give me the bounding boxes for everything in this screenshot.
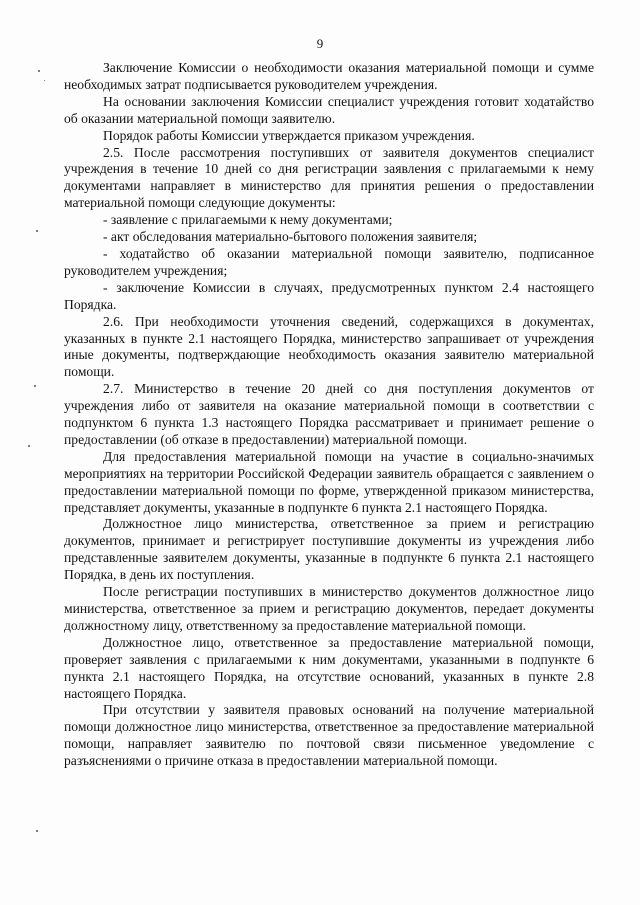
scan-speck	[44, 80, 45, 81]
list-item-commission-conclusion: - заключение Комиссии в случаях, предусмотренных пунктом 2.4 настоящего Порядка.	[64, 279, 594, 312]
scan-speck	[34, 385, 36, 387]
paragraph-registration: Должностное лицо министерства, ответственное за прием и регистрацию документов, принимает и регистрирует поступившие документы из учреждения либо представленные заявителем документы, указанные в подпункте 6 пункта 2.1 настоящего Порядка, в день их поступления.	[64, 516, 594, 583]
paragraph-2-5: 2.5. После рассмотрения поступивших от заявителя документов специалист учреждения в течение 10 дней со дня регистрации заявления с прилагаемыми к нему документами направляет в министерство для принятия решения о предоставлении материальной помощи следующие документы:	[64, 144, 594, 211]
list-item-application: - заявление с прилагаемыми к нему документами;	[103, 212, 393, 228]
page-number: 9	[316, 36, 324, 51]
paragraph-verification: Должностное лицо, ответственное за предоставление материальной помощи, проверяет заявления с прилагаемыми к ним документами, указанными в подпункте 6 пункта 2.1 настоящего Порядка, на отсутствие оснований, указанных в пункте 2.8 настоящего Порядка.	[64, 634, 594, 701]
scan-speck	[28, 445, 30, 447]
scan-speck	[38, 70, 40, 72]
paragraph-commission-conclusion: Заключение Комиссии о необходимости оказания материальной помощи и сумме необходимых затрат подписывается руководителем учреждения.	[64, 60, 594, 92]
paragraph-transfer: После регистрации поступивших в министерство документов должностное лицо министерства, ответственное за прием и регистрацию документов, передает документы должностному лицу, ответственному за предоставление материальной помощи.	[64, 584, 594, 633]
list-item-petition: - ходатайство об оказании материальной помощи заявителю, подписанное руководителем учреждения;	[64, 245, 594, 278]
paragraph-social-events: Для предоставления материальной помощи на участие в социально-значимых мероприятиях на территории Российской Федерации заявитель обращается с заявлением о предоставлении материальной помощи по форме, утвержденной приказом министерства, представляет документы, указанные в подпункте 6 пункта 2.1 настоящего Порядка.	[64, 448, 594, 515]
scan-speck	[36, 830, 38, 832]
paragraph-refusal: При отсутствии у заявителя правовых оснований на получение материальной помощи должностное лицо министерства, ответственное за предоставление материальной помощи, направляет заявителю по почтовой связи письменное уведомление с разъяснениями о причине отказа в предоставлении материальной помощи.	[64, 702, 594, 769]
paragraph-2-7: 2.7. Министерство в течение 20 дней со дня поступления документов от учреждения либо от заявителя на оказание материальной помощи в соответствии с подпунктом 6 пункта 1.3 настоящего Порядка рассматривает и принимает решение о предоставлении (об отказе в предоставлении) материальной помощи.	[64, 381, 594, 447]
scan-speck	[36, 230, 38, 232]
paragraph-commission-order: Порядок работы Комиссии утверждается приказом учреждения.	[103, 127, 475, 143]
paragraph-2-6: 2.6. При необходимости уточнения сведений, содержащихся в документах, указанных в пункте 2.1 настоящего Порядка, министерство запрашивает от учреждения иные документы, подтверждающие необходимость оказания заявителю материальной помощи.	[64, 313, 594, 380]
paragraph-petition: На основании заключения Комиссии специалист учреждения готовит ходатайство об оказании материальной помощи заявителю.	[64, 93, 594, 126]
list-item-inspection-act: - акт обследования материально-бытового положения заявителя;	[103, 229, 478, 245]
document-body	[64, 60, 594, 770]
